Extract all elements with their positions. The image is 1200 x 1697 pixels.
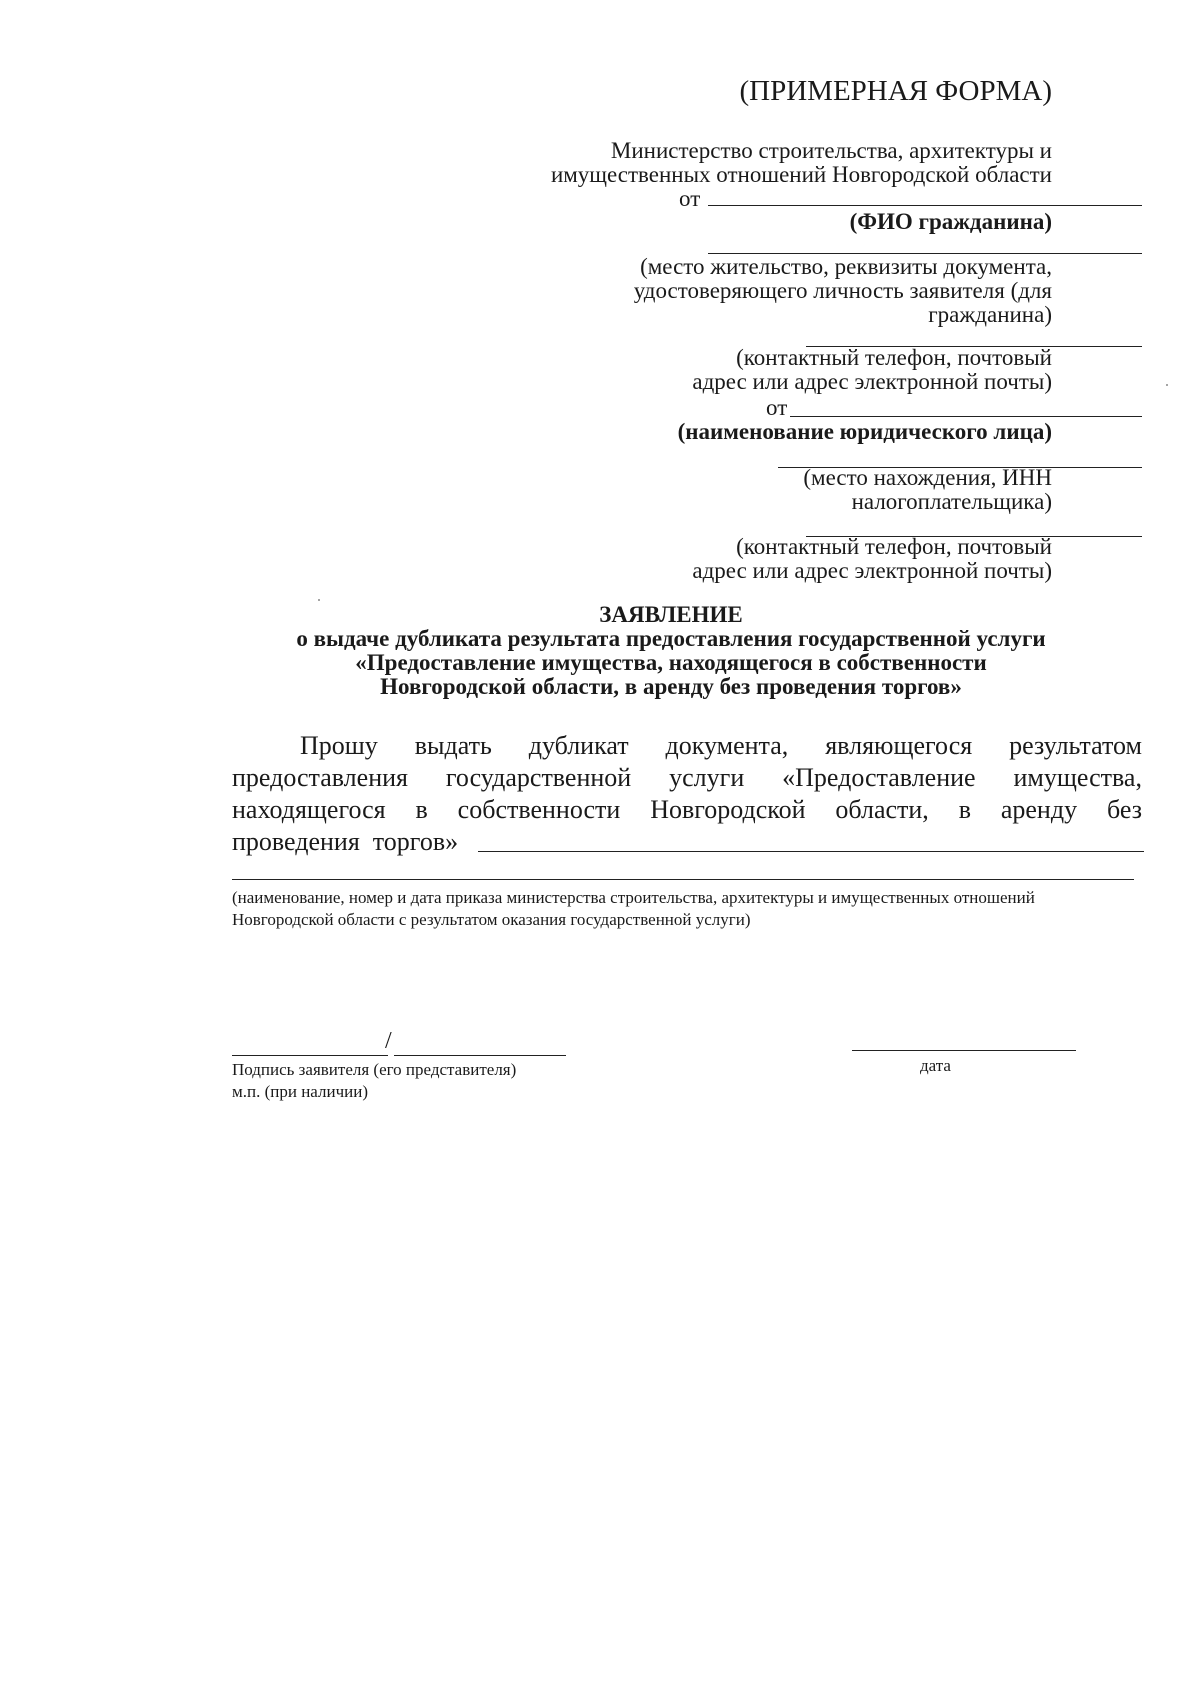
legal-entity-caption: (наименование юридического лица) <box>677 419 1052 444</box>
body-word: являющегося <box>825 731 973 760</box>
legal-location-line-2: налогоплательщика) <box>851 489 1052 514</box>
from-label-legal: от <box>766 395 788 420</box>
body-line-4: проведения торгов» <box>232 827 459 856</box>
body-word: в <box>415 795 428 824</box>
addressee-line-2: имущественных отношений Новгородской области <box>550 162 1052 187</box>
order-details-field-1[interactable] <box>478 851 1144 852</box>
body-word: государственной <box>445 763 632 792</box>
body-word: документа, <box>665 731 789 760</box>
body-word: без <box>1106 795 1142 824</box>
order-details-field-2[interactable] <box>232 879 1134 880</box>
citizen-contact-line-2: адрес или адрес электронной почты) <box>692 369 1052 394</box>
legal-entity-name-field[interactable] <box>790 416 1142 417</box>
citizen-address-line-1: (место жительство, реквизиты документа, <box>640 254 1052 279</box>
body-word: имущества, <box>1013 763 1142 792</box>
document-subtitle-line-1: о выдаче дубликата результата предоставления государственной услуги <box>296 626 1046 651</box>
body-word: Прошу <box>300 731 378 760</box>
citizen-contact-line-1: (контактный телефон, почтовый <box>736 345 1052 370</box>
body-line-1 <box>300 730 1142 762</box>
from-label-citizen: от <box>679 186 701 211</box>
body-word: результатом <box>1009 731 1142 760</box>
signature-name-field[interactable] <box>394 1055 566 1056</box>
citizen-address-line-3: гражданина) <box>928 302 1052 327</box>
scan-speck <box>1166 384 1168 386</box>
body-word: «Предоставление <box>782 763 976 792</box>
body-word: дубликат <box>528 731 629 760</box>
body-word: услуги <box>669 763 745 792</box>
signature-field[interactable] <box>232 1055 388 1056</box>
body-word: в <box>958 795 971 824</box>
legal-contact-line-2: адрес или адрес электронной почты) <box>692 558 1052 583</box>
body-word: Новгородской <box>650 795 806 824</box>
scan-speck <box>318 599 320 601</box>
addressee-line-1: Министерство строительства, архитектуры и <box>610 138 1052 163</box>
body-word: аренду <box>1000 795 1078 824</box>
date-field[interactable] <box>852 1050 1076 1051</box>
body-word: собственности <box>457 795 621 824</box>
citizen-name-field[interactable] <box>708 205 1142 206</box>
document-subtitle-line-3: Новгородской области, в аренду без проведения торгов» <box>380 674 962 699</box>
legal-contact-line-1: (контактный телефон, почтовый <box>736 534 1052 559</box>
document-subtitle-line-2: «Предоставление имущества, находящегося в собственности <box>355 650 987 675</box>
body-word: выдать <box>414 731 492 760</box>
body-line-3 <box>232 794 1142 826</box>
body-word: области, <box>835 795 929 824</box>
body-word: предоставления <box>232 763 408 792</box>
order-caption-line-1: (наименование, номер и дата приказа министерства строительства, архитектуры и имущественных отношений <box>232 888 1035 907</box>
document-title: ЗАЯВЛЕНИЕ <box>599 602 743 627</box>
form-label: (ПРИМЕРНАЯ ФОРМА) <box>739 75 1052 107</box>
body-word: находящегося <box>232 795 386 824</box>
date-caption: дата <box>920 1056 951 1075</box>
order-caption-line-2: Новгородской области с результатом оказания государственной услуги) <box>232 910 751 929</box>
stamp-caption: м.п. (при наличии) <box>232 1082 368 1101</box>
signature-slash: / <box>385 1028 392 1054</box>
legal-location-line-1: (место нахождения, ИНН <box>803 465 1052 490</box>
signature-caption: Подпись заявителя (его представителя) <box>232 1060 517 1079</box>
citizen-name-caption: (ФИО гражданина) <box>849 209 1052 234</box>
body-line-2 <box>232 762 1142 794</box>
citizen-address-line-2: удостоверяющего личность заявителя (для <box>633 278 1052 303</box>
